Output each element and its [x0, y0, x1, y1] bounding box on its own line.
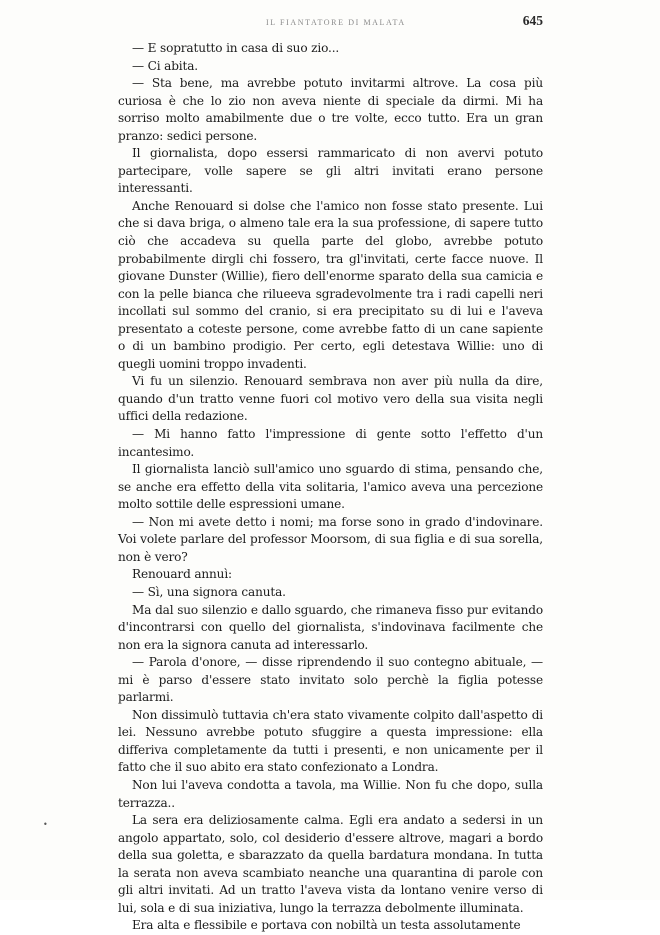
- paragraph: Era alta e flessibile e portava con nobiltà un testa assolutamente: [132, 918, 521, 933]
- paragraph: Renouard annuì:: [132, 567, 232, 582]
- running-header: [118, 13, 543, 29]
- paragraph: Non dissimulò tuttavia ch'era stato vivamente colpito dall'aspetto di lei. Nessuno avrebbe potuto sfuggire a questa impressione: ella differiva completamente da tutti i presenti, e non unicamente per il fatto che il suo abito era stato confezionato a Londra.: [118, 707, 543, 775]
- paragraph: Anche Renouard si dolse che l'amico non fosse stato presente. Lui che si dava briga, o almeno tale era la sua professione, di sapere tutto ciò che accadeva su quella parte del globo, avrebbe potuto probabilmente dirgli chi fossero, tra gl'invitati, certe facce nuove. Il giovane Dunster (Willie), fiero dell'enorme sparato della sua camicia e con la pelle bianca che rilueeva sgradevolmente tra i radi capelli neri incollati sul sommo del cranio, si era precipitato su di lui e l'aveva presentato a coteste persone, come avrebbe fatto di un cane sapiente o di un bambino prodigio. Per certo, egli detestava Willie: uno di quegli uomini troppo invadenti.: [118, 198, 543, 371]
- paragraph: — Sì, una signora canuta.: [132, 584, 286, 599]
- page-number: 645: [522, 13, 543, 28]
- paragraph: Vi fu un silenzio. Renouard sembrava non aver più nulla da dire, quando d'un tratto venne fuori col motivo vero della sua visita negli uffici della redazione.: [118, 374, 543, 424]
- paragraph: Ma dal suo silenzio e dallo sguardo, che rimaneva fisso pur evitando d'incontrarsi con quello del giornalista, s'indovinava facilmente che non era la signora canuta ad interessarlo.: [118, 602, 543, 652]
- running-title: IL FIANTATORE DI MALATA: [266, 18, 406, 27]
- paragraph: — Parola d'onore, — disse riprendendo il suo contegno abituale, — mi è parso d'essere stato invitato solo perchè la figlia potesse parlarmi.: [118, 655, 543, 705]
- paragraph: — Mi hanno fatto l'impressione di gente sotto l'effetto d'un incantesimo.: [118, 427, 543, 459]
- body-text: [118, 40, 543, 935]
- paragraph: — Non mi avete detto i nomi; ma forse sono in grado d'indovinare. Voi volete parlare del professor Moorsom, di sua figlia e di sua sorella, non è vero?: [118, 514, 543, 564]
- paragraph: — Ci abita.: [132, 58, 198, 73]
- paragraph: Non lui l'aveva condotta a tavola, ma Willie. Non fu che dopo, sulla terrazza..: [118, 777, 543, 810]
- paragraph: — E sopratutto in casa di suo zio...: [132, 41, 340, 55]
- paragraph: — Sta bene, ma avrebbe potuto invitarmi altrove. La cosa più curiosa è che lo zio non aveva niente di speciale da dirmi. Mi ha sorriso molto amabilmente due o tre volte, ecco tutto. Era un gran pranzo: sedici persone.: [118, 76, 543, 143]
- margin-dot: •: [43, 820, 48, 829]
- paragraph: La sera era deliziosamente calma. Egli era andato a sedersi in un angolo appartato, solo, col desiderio d'essere altrove, magari a bordo della sua goletta, e sbarazzato da quella bardatura mondana. In tutta la serata non aveva scambiato neanche una quarantina di parole con gli altri invitati. Ad un tratto l'aveva vista da lontano venire verso di lui, sola e di sua iniziativa, lungo la terrazza debolmente illuminata.: [118, 813, 543, 915]
- paragraph: Il giornalista, dopo essersi rammaricato di non avervi potuto partecipare, volle sapere se gli altri invitati erano persone interessanti.: [118, 146, 543, 196]
- paragraph: Il giornalista lanciò sull'amico uno sguardo di stima, pensando che, se anche era effetto della vita solitaria, l'amico aveva una percezione molto sottile delle espressioni umane.: [118, 462, 543, 512]
